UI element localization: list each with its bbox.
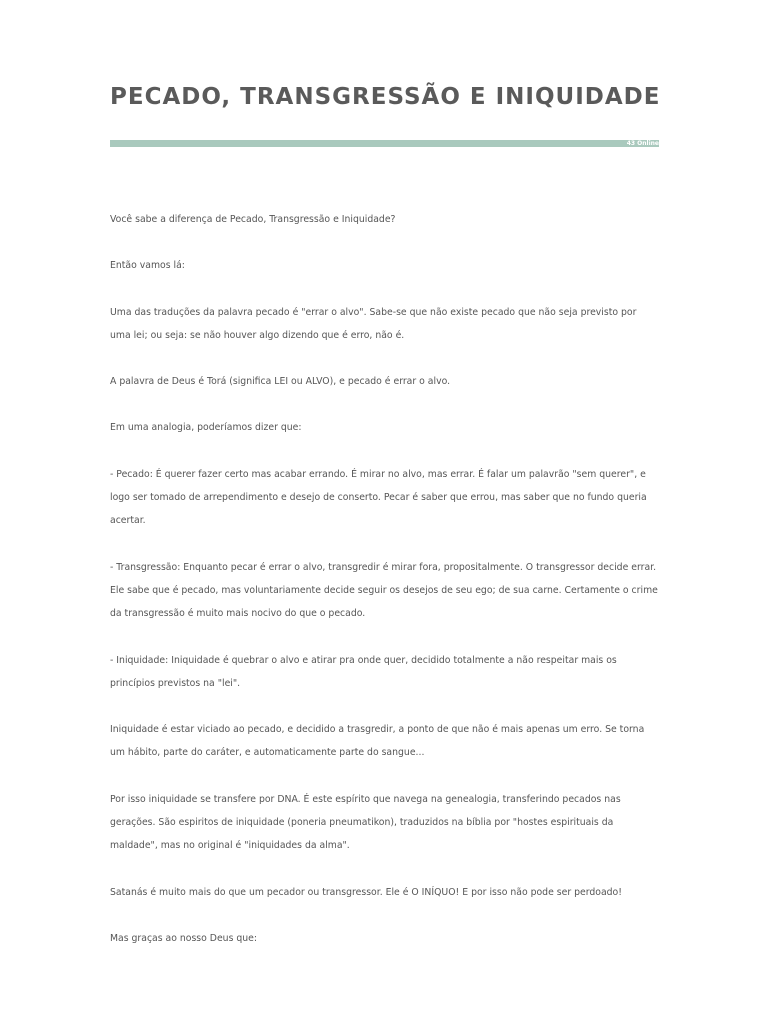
- article-body: [110, 208, 659, 973]
- paragraph: Uma das traduções da palavra pecado é "errar o alvo". Sabe-se que não existe pecado que não seja previsto por uma lei; ou seja: se não houver algo dizendo que é erro, não é.: [110, 306, 637, 341]
- paragraph: Por isso iniquidade se transfere por DNA. É este espírito que navega na genealogia, transferindo pecados nas gerações. São espiritos de iniquidade (poneria pneumatikon), traduzidos na bíblia por "hostes espirituais da maldade", mas no original é "iniquidades da alma".: [110, 793, 621, 852]
- page-title: PECADO, TRANSGRESSÃO E INIQUIDADE: [110, 84, 661, 110]
- paragraph: Mas graças ao nosso Deus que:: [110, 932, 258, 944]
- divider-label: 43 Online: [626, 140, 659, 147]
- title-divider: [110, 140, 659, 147]
- paragraph: A palavra de Deus é Torá (significa LEI ou ALVO), e pecado é errar o alvo.: [110, 376, 451, 388]
- paragraph: Você sabe a diferença de Pecado, Transgressão e Iniquidade?: [110, 214, 396, 225]
- paragraph: - Transgressão: Enquanto pecar é errar o alvo, transgredir é mirar fora, propositalmente. O transgressor decide errar. Ele sabe que é pecado, mas voluntariamente decide seguir os desejos de seu ego; de sua carne. Certamente o crime da transgressão é muito mais nocivo do que o pecado.: [110, 561, 658, 620]
- paragraph: Então vamos lá:: [110, 260, 185, 272]
- paragraph: Satanás é muito mais do que um pecador ou transgressor. Ele é O INÍQUO! E por isso não pode ser perdoado!: [110, 886, 622, 898]
- paragraph: Em uma analogia, poderíamos dizer que:: [110, 422, 302, 434]
- paragraph: - Iniquidade: Iniquidade é quebrar o alvo e atirar pra onde quer, decidido totalmente a não respeitar mais os princípios previstos na "lei".: [110, 654, 617, 689]
- paragraph: Iniquidade é estar viciado ao pecado, e decidido a trasgredir, a ponto de que não é mais apenas um erro. Se torna um hábito, parte do caráter, e automaticamente parte do sangue...: [110, 724, 645, 759]
- paragraph: - Pecado: É querer fazer certo mas acabar errando. É mirar no alvo, mas errar. É falar um palavrão "sem querer", e logo ser tomado de arrependimento e desejo de conserto. Pecar é saber que errou, mas saber que no fundo queria acertar.: [110, 468, 647, 527]
